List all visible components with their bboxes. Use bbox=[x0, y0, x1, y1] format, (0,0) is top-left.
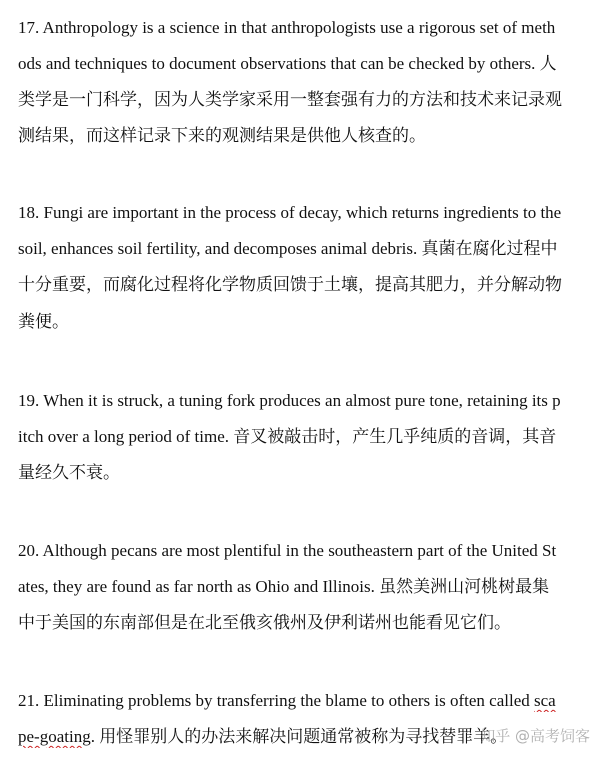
item-21-line-1 bbox=[18, 690, 598, 712]
item-17-line-1: 17. Anthropology is a science in that anthropologists use a rigorous set of meth bbox=[18, 18, 556, 37]
item-18-line-3: 十分重要，而腐化过程将化学物质回馈于土壤，提高其肥力，并分解动物 bbox=[18, 275, 562, 294]
spellcheck-squiggle-word: pe-goating bbox=[18, 727, 91, 746]
item-17-line-4: 测结果，而这样记录下来的观测结果是供他人核查的。 bbox=[18, 126, 426, 145]
item-17-line-2: ods and techniques to document observations that can be checked by others. 人 bbox=[18, 54, 557, 73]
item-19-line-3: 量经久不衰。 bbox=[18, 463, 120, 482]
item-21-line-1-text: 21. Eliminating problems by transferring the blame to others is often called bbox=[18, 691, 535, 710]
spellcheck-squiggle-word: sca bbox=[534, 691, 556, 710]
item-18-line-1: 18. Fungi are important in the process of decay, which returns ingredients to the bbox=[18, 203, 562, 222]
item-17-line-3: 类学是一门科学，因为人类学家采用一整套强有力的方法和技术来记录观 bbox=[18, 90, 562, 109]
item-21-line-2-text: . 用怪罪别人的办法来解决问题通常被称为寻找替罪羊。 bbox=[90, 727, 508, 746]
item-20-line-1: 20. Although pecans are most plentiful in the southeastern part of the United St bbox=[18, 541, 557, 560]
watermark: 知乎 @高考饲客 bbox=[480, 727, 590, 745]
item-18-line-4: 粪便。 bbox=[18, 312, 69, 331]
item-19-line-2: itch over a long period of time. 音叉被敲击时，产生几乎纯质的音调，其音 bbox=[18, 427, 557, 446]
item-20-line-3: 中于美国的东南部但是在北至俄亥俄州及伊利诺州也能看见它们。 bbox=[18, 613, 511, 632]
item-19-line-1: 19. When it is struck, a tuning fork produces an almost pure tone, retaining its p bbox=[18, 391, 561, 410]
item-18-line-2: soil, enhances soil fertility, and decomposes animal debris. 真菌在腐化过程中 bbox=[18, 239, 558, 258]
item-20-line-2: ates, they are found as far north as Ohio and Illinois. 虽然美洲山河桃树最集 bbox=[18, 577, 550, 596]
